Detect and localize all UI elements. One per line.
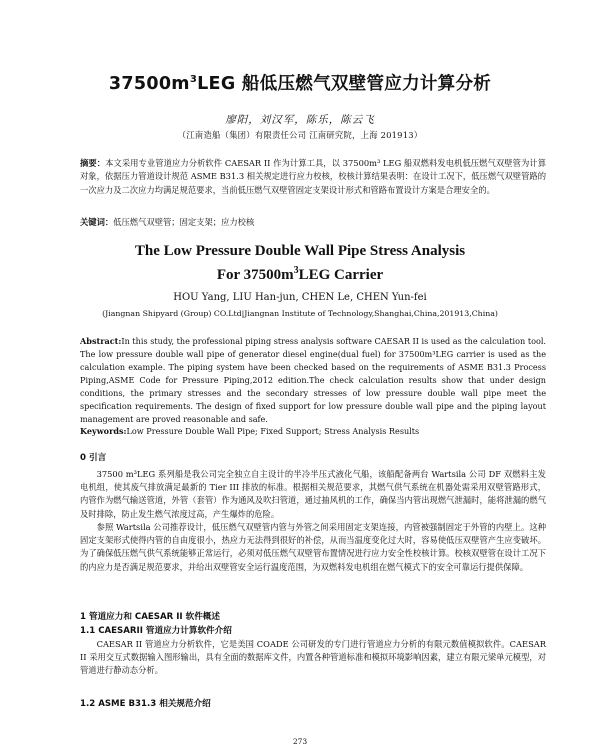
chinese-abstract-text: 本文采用专业管道应力分析软件 CAESAR II 作为计算工具，以 37500m³ LEG 船双燃料发电机低压燃气双壁管为计算对象，依据压力管道设计规范 ASME B31.3 相关规定进行应力校核，校核计算结果表明：在设计工况下，低压燃气双壁管路的一次应力及二次应力均满足规范要求，当前低压燃气双壁管固定支架设计形式和管路布置设计方案是合理安全的。 [80,158,546,195]
english-abstract-label: Abstract: [80,336,122,346]
chinese-authors: 廖阳，刘汉军，陈乐，陈云飞 [225,114,375,126]
chinese-keywords-text: 低压燃气双壁管；固定支架；应力校核 [113,217,255,227]
chinese-abstract [80,157,546,197]
section-1-1-heading: 1.1 CAESARII 管道应力计算软件介绍 [80,626,232,636]
english-affiliation: (Jiangnan Shipyard (Group) CO.Ltd|Jiangnan Institute of Technology,Shanghai,China,201913,China) [102,309,498,318]
english-keywords [80,425,546,438]
chinese-abstract-label: 摘要： [80,158,106,168]
section-1-2-heading: 1.2 ASME B31.3 相关规范介绍 [80,699,211,709]
english-title [60,242,540,285]
english-keywords-label: Keywords: [80,426,127,436]
chinese-title: $37500m^3LEG$ 船低压燃气双壁管应力计算分析 [108,74,492,94]
chinese-keywords-label: 关键词： [80,217,114,227]
english-abstract [80,335,546,426]
english-keywords-text: Low Pressure Double Wall Pipe; Fixed Support; Stress Analysis Results [126,426,420,436]
english-title-line1: The Low Pressure Double Wall Pipe Stress Analysis [134,243,466,259]
english-abstract-text: In this study, the professional piping stress analysis software CAESAR II is used as the calculation tool. The low pressure double wall pipe of generator diesel engine(dual fuel) for 37500m³LEG carrier is used as the calculation example. The piping system have been checked based on the requirements of ASME B31.3 Process Piping,ASME Code for Pressure Piping,2012 edition.The check calculation results show that under design conditions, the primary stresses and the secondary stresses of low pressure double wall pipe meet the specification requirements. The design of fixed support for low pressure double wall pipe and the piping layout management are proved reasonable and safe. [80,336,546,424]
section-1-heading: 1 管道应力和 CAESAR II 软件概述 [80,612,220,622]
english-authors: HOU Yang, LIU Han-jun, CHEN Le, CHEN Yun-fei [173,292,427,303]
section-0-paragraph-1: 37500 m³LEG 系列船是我公司完全独立自主设计的半冷半压式液化气船，该船配备两台 Wartsila 公司 DF 双燃料主发电机组，使其废气排放满足最新的 Tier III 排放的标准。根据相关规范要求，其燃气供气系统在机器处需采用双壁管路形式，内管作为燃气输送管道，外管（套管）作为通风及吹扫管道，通过抽风机的工作，确保当内管出现燃气泄漏时，能将泄漏的燃气及时排除，防止发生燃气浓度过高，产生爆炸的危险。 [80,469,546,519]
english-title-line2: For $37500m^3LEG$ Carrier [216,265,384,283]
section-0-heading: 0 引言 [80,453,107,463]
section-0-paragraph-2: 参照 Wartsila 公司推荐设计，低压燃气双壁管内管与外管之间采用固定支架连接，内管被强制固定于外管的内壁上。这种固定支架形式使得内管的自由度很小，热应力无法得到很好的补偿，从而当温度变化过大时，容易使低压双壁管产生应变破坏。为了确保低压燃气供气系统能够正常运行，必须对低压燃气双壁管布置情况进行应力安全性校核计算。校核双壁管在设计工况下的内应力是否满足规范要求，并给出双壁管安全运行温度范围，为双燃料发电机组在燃气模式下的安全可靠运行提供保障。 [80,522,546,572]
page-number: 273 [292,737,308,746]
chinese-keywords [80,216,546,229]
chinese-affiliation: （江南造船（集团）有限责任公司 江南研究院，上海 201913） [177,130,423,140]
section-1-1-paragraph: CAESAR II 管道应力分析软件，它是美国 COADE 公司研发的专门进行管道应力分析的有限元数值模拟软件。CAESAR II 采用交互式数据输入图形输出，具有全面的数据库文件，内置各种管道标准和模拟环境影响因素，建立有限元梁单元模型，对管道进行静动态分析。 [80,639,546,676]
